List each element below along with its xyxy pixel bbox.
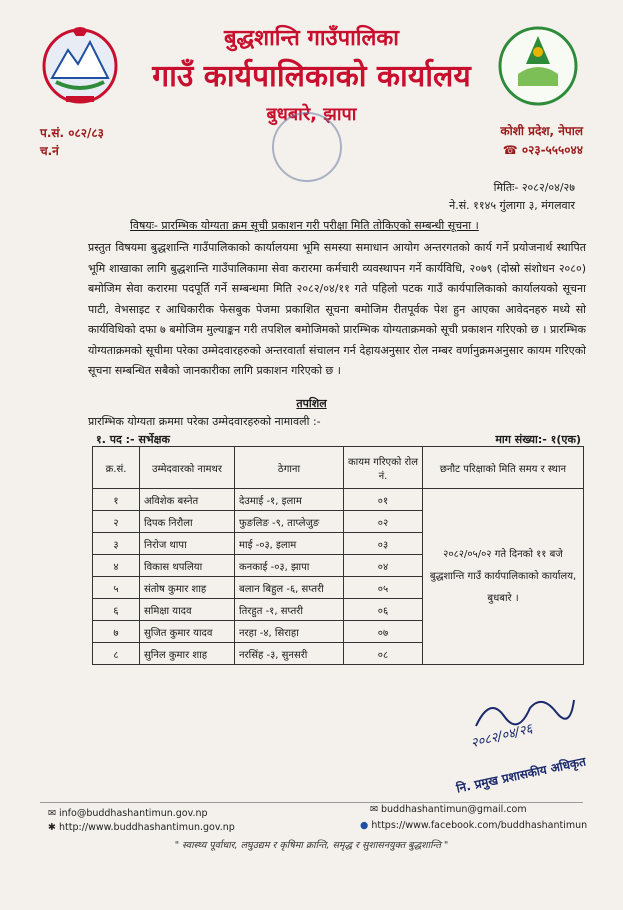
globe-icon: ✱	[48, 822, 56, 833]
office-location: बुधबारे, झापा	[266, 104, 357, 125]
cell-roll: ०५	[344, 577, 423, 599]
signature-date: २०८२/०४/२६	[469, 721, 535, 752]
cell-address: नरहा -४, सिराहा	[235, 621, 344, 643]
footer-slogan: " स्वास्थ्य पूर्वाधार, लघुउद्यम र कृषिमा क्रान्ति, समृद्ध र सुशासनयुक्त बुद्धशान्ति "	[174, 840, 449, 851]
cell-name: सुनिल कुमार शाह	[140, 643, 235, 665]
province: कोशी प्रदेश, नेपाल	[500, 124, 583, 138]
cell-name: समिक्षा यादव	[140, 599, 235, 621]
email1-text: info@buddhashantimun.gov.np	[59, 808, 208, 819]
exam-datetime: २०८२/०५/०२ गते दिनको ११ बजे	[443, 548, 563, 560]
footer-divider	[40, 802, 583, 803]
cell-name: अविशेक बस्नेत	[140, 489, 235, 511]
exam-details	[423, 489, 584, 665]
cell-address: तिरहुत -१, सप्तरी	[235, 599, 344, 621]
facebook-text: https://www.facebook.com/buddhashantimun	[371, 820, 588, 831]
cell-name: दिपक निरौला	[140, 511, 235, 533]
cell-address: कनकाई -०३, झापा	[235, 555, 344, 577]
cell-serial: ५	[93, 577, 140, 599]
phone-number: ०२३-५५५०४४	[521, 143, 583, 157]
cell-name: विकास थपलिया	[140, 555, 235, 577]
email-icon: ✉	[48, 808, 56, 819]
email-icon: ✉	[370, 804, 378, 815]
header-name: उम्मेदवारको नामथर	[140, 447, 235, 489]
cell-name: निरोज थापा	[140, 533, 235, 555]
cell-roll: ०७	[344, 621, 423, 643]
cell-serial: ३	[93, 533, 140, 555]
footer-website[interactable]	[48, 822, 235, 833]
website-text: http://www.buddhashantimun.gov.np	[59, 822, 235, 833]
nepal-era-date: ने.सं. ११४५ गुंलागा ३, मंगलवार	[449, 199, 575, 212]
cell-roll: ०३	[344, 533, 423, 555]
signatory-title: नि. प्रमुख प्रशासकीय अधिकृत	[455, 754, 588, 796]
footer-email1[interactable]	[48, 808, 208, 819]
cell-roll: ०८	[344, 643, 423, 665]
notice-body: प्रस्तुत विषयमा बुद्धशान्ति गाउँपालिकाको कार्यालयमा भूमि समस्या समाधान आयोग अन्तरगतको कार्य गर्ने प्रयोजनार्थ स्थापित भूमि शाखाका लागि बुद्धशान्ति गाउँपालिकामा सेवा करारमा कर्मचारी व्यवस्थापन गर्ने कार्यविधि, २०७९ (दोस्रो संशोधन २०८०) बमोजिम सेवा करारमा पदपूर्ति गर्ने सम्बन्धमा मिति २०८२/०४/११ गते पहिलो पटक गाउँ कार्यपालिकाको कार्यालयको सूचना पाटी, वेभसाइट र आधिकारीक फेसबुक पेजमा प्रकाशित सूचना बमोजिम रीतपूर्वक पेश हुन आएका आवेदनहरु मध्ये सो कार्यविधिको दफा ७ बमोजिम मुल्याङ्कन गरी तपशिल बमोजिमको प्रारम्भिक योग्यताक्रमको सूची प्रकाशन गरिएको छ । प्रारम्भिक योग्यताक्रमको सूचीमा परेका उम्मेदवारहरुको अन्तरवार्ता संचालन गर्न देहायअनुसार रोल नम्बर वर्णानुक्रमअनुसार कायम गरिएको सूचना सम्बन्धित सबैको जानकारीका लागि प्रकाशन गरिएको छ ।	[88, 241, 586, 377]
demand-count: माग संख्या:- १(एक)	[495, 433, 581, 446]
cell-roll: ०६	[344, 599, 423, 621]
cell-serial: ४	[93, 555, 140, 577]
cell-address: फुङलिङ -९, ताप्लेजुङ	[235, 511, 344, 533]
municipality-name: बुद्धशान्ति गाउँपालिका	[223, 26, 399, 51]
email2-text: buddhashantimun@gmail.com	[381, 804, 527, 815]
exam-venue: बुद्धशान्ति गाउँ कार्यपालिकाको कार्यालय, बुधबारे ।	[429, 570, 577, 604]
subject-line: विषयः- प्रारम्भिक योग्यता क्रम सूची प्रकाशन गरी परीक्षा मिति तोकिएको सम्बन्धी सूचना ।	[130, 219, 479, 232]
office-stamp	[272, 112, 342, 182]
cell-address: देउमाई -१, इलाम	[235, 489, 344, 511]
letter-date: मितिः- २०८२/०४/२७	[493, 181, 575, 194]
list-intro: प्रारम्भिक योग्यता क्रममा परेका उम्मेदवारहरुको नामावली :-	[88, 415, 321, 428]
post-title: १. पद :- सर्भेक्षक	[96, 433, 170, 446]
ref-number: प.सं. ०८२/८३	[40, 126, 104, 140]
cell-serial: २	[93, 511, 140, 533]
footer-email2[interactable]	[370, 804, 527, 815]
candidate-table	[92, 446, 584, 665]
table-header-row	[93, 447, 584, 489]
cell-serial: १	[93, 489, 140, 511]
cell-serial: ८	[93, 643, 140, 665]
cell-name: सुजित कुमार यादव	[140, 621, 235, 643]
table-row	[93, 489, 584, 511]
header-address: ठेगाना	[235, 447, 344, 489]
cell-name: संतोष कुमार शाह	[140, 577, 235, 599]
office-name: गाउँ कार्यपालिकाको कार्यालय	[152, 59, 471, 94]
header-serial: क्र.सं.	[93, 447, 140, 489]
footer-facebook[interactable]	[360, 820, 587, 831]
schedule-title: तपशिल	[296, 397, 327, 410]
cell-address: बलान बिहुल -६, सप्तरी	[235, 577, 344, 599]
cell-serial: ७	[93, 621, 140, 643]
header-exam: छनौट परिक्षाको मिति समय र स्थान	[423, 447, 584, 489]
cell-address: नरसिंह -३, सुनसरी	[235, 643, 344, 665]
cell-roll: ०४	[344, 555, 423, 577]
phone	[503, 141, 583, 158]
cell-roll: ०१	[344, 489, 423, 511]
header-roll: कायम गरिएको रोल नं.	[344, 447, 423, 489]
dispatch-number: च.नं	[40, 144, 59, 158]
cell-serial: ६	[93, 599, 140, 621]
cell-address: माई -०३, इलाम	[235, 533, 344, 555]
cell-roll: ०२	[344, 511, 423, 533]
phone-icon: ☎	[502, 143, 518, 157]
facebook-icon: ●	[360, 820, 369, 831]
